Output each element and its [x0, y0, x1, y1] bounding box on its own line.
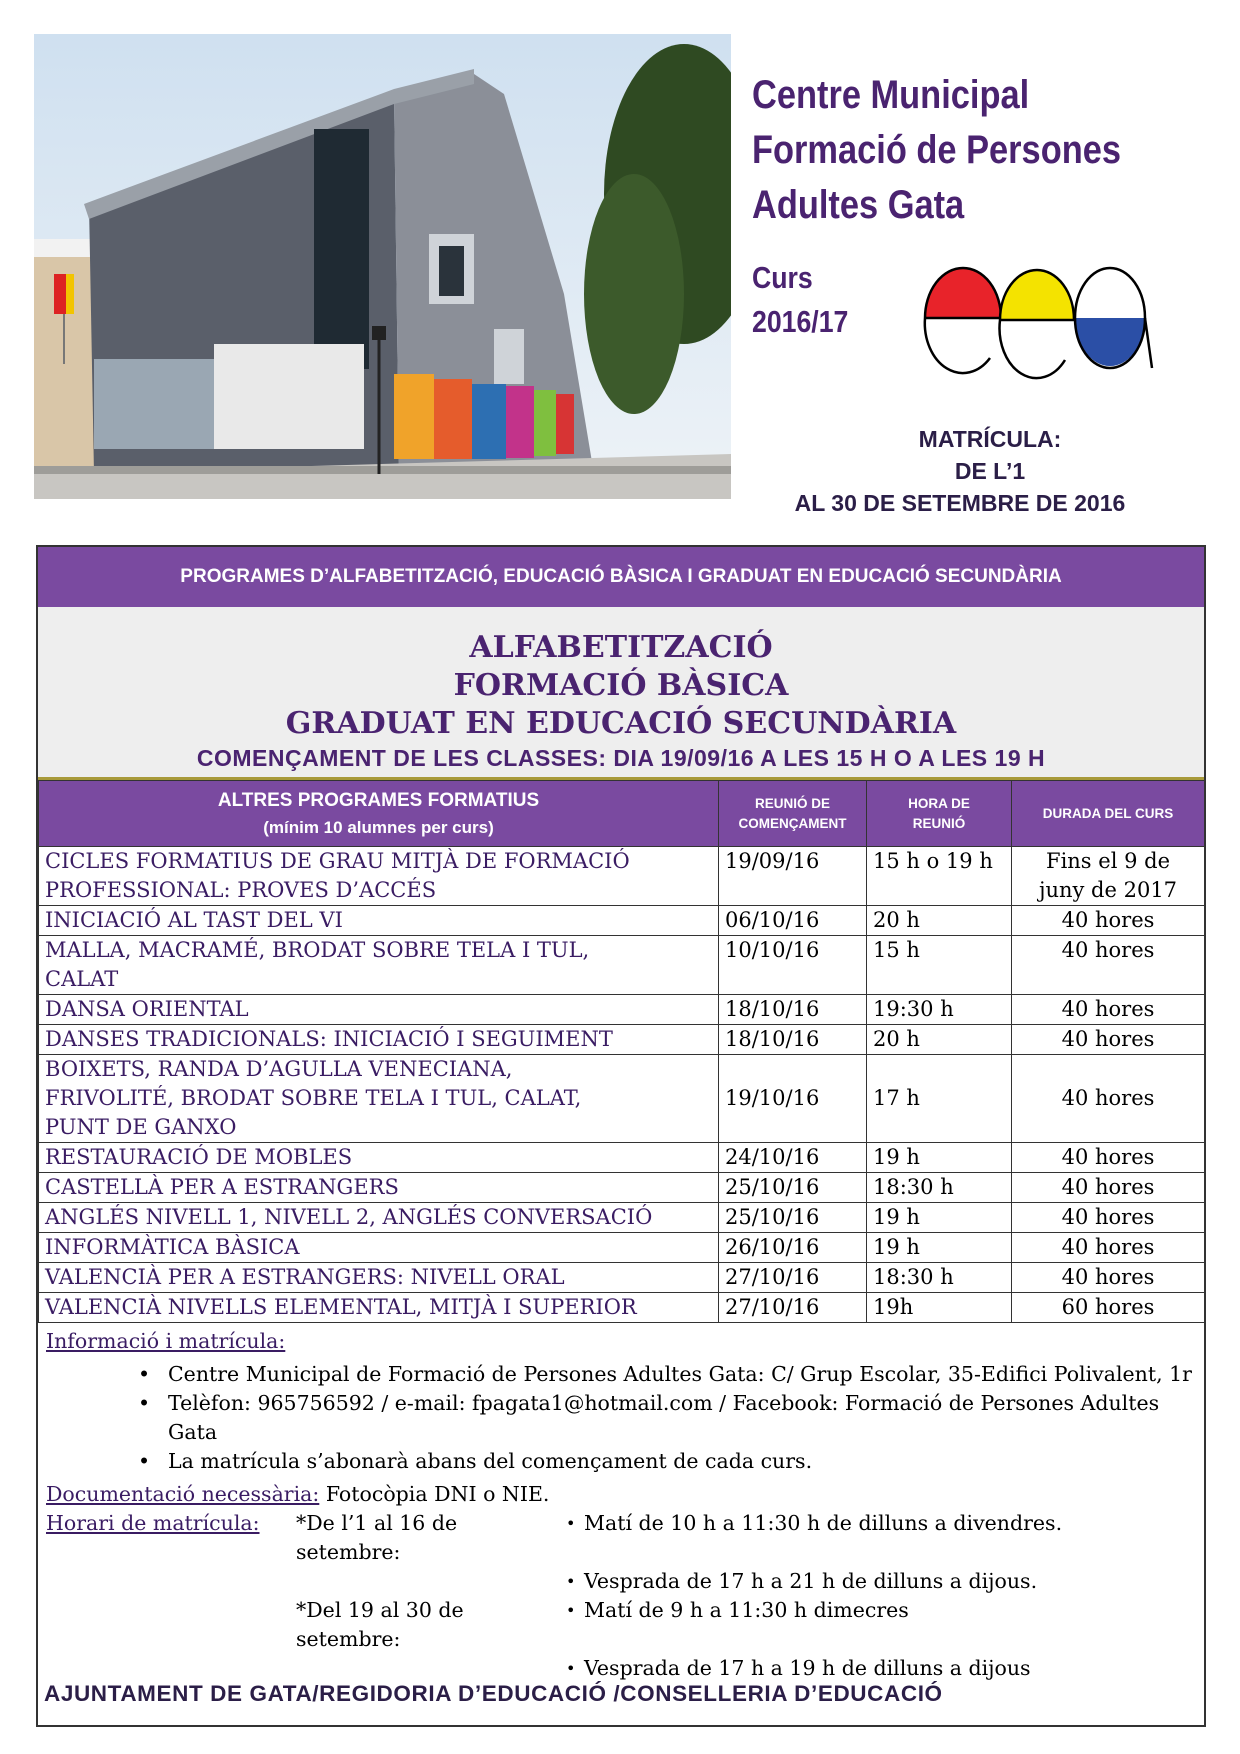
programs-frame [36, 545, 1206, 1727]
program-duration: 40 hores [1012, 1055, 1205, 1143]
program-hour: 19 h [867, 1203, 1012, 1233]
building-photo [34, 34, 731, 499]
program-hour: 19 h [867, 1233, 1012, 1263]
period1-afternoon: • Vesprada de 17 h a 21 h de dilluns a dijous. [566, 1567, 1194, 1596]
col-header-program [39, 781, 719, 847]
program-duration: 40 hores [1012, 1143, 1205, 1173]
col-header-program-sub: (mínim 10 alumnes per curs) [263, 817, 494, 837]
info-payment: • La matrícula s’abonarà abans del començament de cada curs. [168, 1447, 1194, 1476]
period1-label: *De l’1 al 16 de setembre: [296, 1511, 458, 1564]
org-title-line2: Formació de Persones [752, 128, 1121, 172]
table-row [39, 1143, 1205, 1173]
table-row [39, 1233, 1205, 1263]
epa-logo [920, 258, 1160, 383]
program-date: 25/10/16 [719, 1203, 867, 1233]
footer-institutions: AJUNTAMENT DE GATA/REGIDORIA D’EDUCACIÓ /CONSELLERIA D’EDUCACIÓ [44, 1681, 943, 1706]
program-duration: 40 hores [1012, 1233, 1205, 1263]
program-date: 06/10/16 [719, 906, 867, 936]
program-duration: 40 hores [1012, 1203, 1205, 1233]
program-name: CASTELLÀ PER A ESTRANGERS [39, 1173, 719, 1203]
program-name: INICIACIÓ AL TAST DEL VI [39, 906, 719, 936]
program-name: CICLES FORMATIUS DE GRAU MITJÀ DE FORMACIÓ PROFESSIONAL: PROVES D’ACCÉS [39, 847, 719, 906]
info-section [46, 1327, 1194, 1683]
program-name: VALENCIÀ PER A ESTRANGERS: NIVELL ORAL [39, 1263, 719, 1293]
table-row [39, 995, 1205, 1025]
program-date: 18/10/16 [719, 1025, 867, 1055]
program-date: 19/09/16 [719, 847, 867, 906]
info-list [46, 1360, 1194, 1476]
program-name: MALLA, MACRAMÉ, BRODAT SOBRE TELA I TUL, CALAT [39, 936, 719, 995]
program-name: BOIXETS, RANDA D’AGULLA VENECIANA, FRIVOLITÉ, BRODAT SOBRE TELA I TUL, CALAT, PUNT DE GANXO [39, 1055, 719, 1143]
docs-label: Documentació necessària: [46, 1482, 320, 1506]
enroll-line1: MATRÍCULA: [918, 426, 1062, 452]
course-label [752, 256, 848, 344]
enrollment-dates [760, 423, 1220, 519]
program-name: VALENCIÀ NIVELLS ELEMENTAL, MITJÀ I SUPERIOR [39, 1293, 719, 1323]
info-contact: • Telèfon: 965756592 / e-mail: fpagata1@hotmail.com / Facebook: Formació de Persones Adultes Gata [168, 1389, 1194, 1447]
col-header-hour-l2: REUNIÓ [912, 815, 966, 831]
program-name: DANSA ORIENTAL [39, 995, 719, 1025]
program-duration: 40 hores [1012, 1025, 1205, 1055]
program-hour: 15 h o 19 h [867, 847, 1012, 906]
program-date: 26/10/16 [719, 1233, 867, 1263]
period2-morning: • Matí de 9 h a 11:30 h dimecres [566, 1596, 1194, 1654]
program-date: 18/10/16 [719, 995, 867, 1025]
program-hour: 20 h [867, 906, 1012, 936]
col-header-meeting [719, 781, 867, 847]
col-header-hour-l1: HORA DE [908, 795, 970, 811]
program-name: INFORMÀTICA BÀSICA [39, 1233, 719, 1263]
period2-afternoon: • Vesprada de 17 h a 19 h de dilluns a dijous [566, 1654, 1194, 1683]
program-duration: 40 hores [1012, 1263, 1205, 1293]
programs-banner: PROGRAMES D’ALFABETITZACIÓ, EDUCACIÓ BÀSICA I GRADUAT EN EDUCACIÓ SECUNDÀRIA [38, 547, 1204, 609]
table-row [39, 906, 1205, 936]
table-row [39, 1293, 1205, 1323]
enrollment-schedule [46, 1509, 1194, 1683]
table-row [39, 1203, 1205, 1233]
program-date: 10/10/16 [719, 936, 867, 995]
basic-literacy: ALFABETITZACIÓ [469, 630, 773, 665]
program-hour: 18:30 h [867, 1173, 1012, 1203]
org-title-line1: Centre Municipal [752, 73, 1030, 117]
enroll-line2: DE L’1 [954, 458, 1026, 484]
program-hour: 19:30 h [867, 995, 1012, 1025]
col-header-program-title: ALTRES PROGRAMES FORMATIUS [217, 789, 540, 811]
table-row [39, 1025, 1205, 1055]
col-header-duration: DURADA DEL CURS [1012, 781, 1205, 847]
program-date: 25/10/16 [719, 1173, 867, 1203]
program-date: 27/10/16 [719, 1263, 867, 1293]
period1-morning: • Matí de 10 h a 11:30 h de dilluns a divendres. [566, 1509, 1194, 1567]
info-title: Informació i matrícula: [46, 1329, 286, 1353]
schedule-label: Horari de matrícula: [46, 1511, 260, 1535]
basic-start-date: COMENÇAMENT DE LES CLASSES: DIA 19/09/16 A LES 15 H O A LES 19 H [196, 745, 1046, 771]
table-row [39, 847, 1205, 906]
col-header-hour [867, 781, 1012, 847]
program-hour: 15 h [867, 936, 1012, 995]
program-date: 24/10/16 [719, 1143, 867, 1173]
program-name: DANSES TRADICIONALS: INICIACIÓ I SEGUIMENT [39, 1025, 719, 1055]
programs-table [38, 780, 1205, 1323]
basic-training: FORMACIÓ BÀSICA [453, 668, 789, 703]
program-duration: 60 hores [1012, 1293, 1205, 1323]
program-name: ANGLÉS NIVELL 1, NIVELL 2, ANGLÉS CONVERSACIÓ [39, 1203, 719, 1233]
program-duration: Fins el 9 de juny de 2017 [1012, 847, 1205, 906]
program-duration: 40 hores [1012, 1173, 1205, 1203]
org-title [752, 68, 1156, 233]
table-row [39, 1173, 1205, 1203]
program-duration: 40 hores [1012, 906, 1205, 936]
docs-value: Fotocòpia DNI o NIE. [319, 1482, 550, 1506]
basic-secondary: GRADUAT EN EDUCACIÓ SECUNDÀRIA [285, 706, 957, 741]
col-header-meeting-l2: COMENÇAMENT [738, 815, 847, 831]
period2-label: *Del 19 al 30 de setembre: [296, 1598, 464, 1651]
program-name: RESTAURACIÓ DE MOBLES [39, 1143, 719, 1173]
program-duration: 40 hores [1012, 995, 1205, 1025]
program-hour: 18:30 h [867, 1263, 1012, 1293]
enroll-line3: AL 30 DE SETEMBRE DE 2016 [794, 490, 1126, 516]
program-date: 27/10/16 [719, 1293, 867, 1323]
course-word: Curs [752, 260, 813, 295]
program-duration: 40 hores [1012, 936, 1205, 995]
info-address: • Centre Municipal de Formació de Persones Adultes Gata: C/ Grup Escolar, 35-Edifici Polivalent, 1r [168, 1360, 1194, 1389]
basic-programs [38, 607, 1204, 777]
program-hour: 17 h [867, 1055, 1012, 1143]
table-row [39, 1055, 1205, 1143]
program-hour: 20 h [867, 1025, 1012, 1055]
program-date: 19/10/16 [719, 1055, 867, 1143]
col-header-meeting-l1: REUNIÓ DE [754, 795, 830, 811]
course-year: 2016/17 [752, 304, 849, 339]
table-row [39, 1263, 1205, 1293]
table-row [39, 936, 1205, 995]
program-hour: 19h [867, 1293, 1012, 1323]
program-hour: 19 h [867, 1143, 1012, 1173]
org-title-line3: Adultes Gata [752, 183, 965, 227]
